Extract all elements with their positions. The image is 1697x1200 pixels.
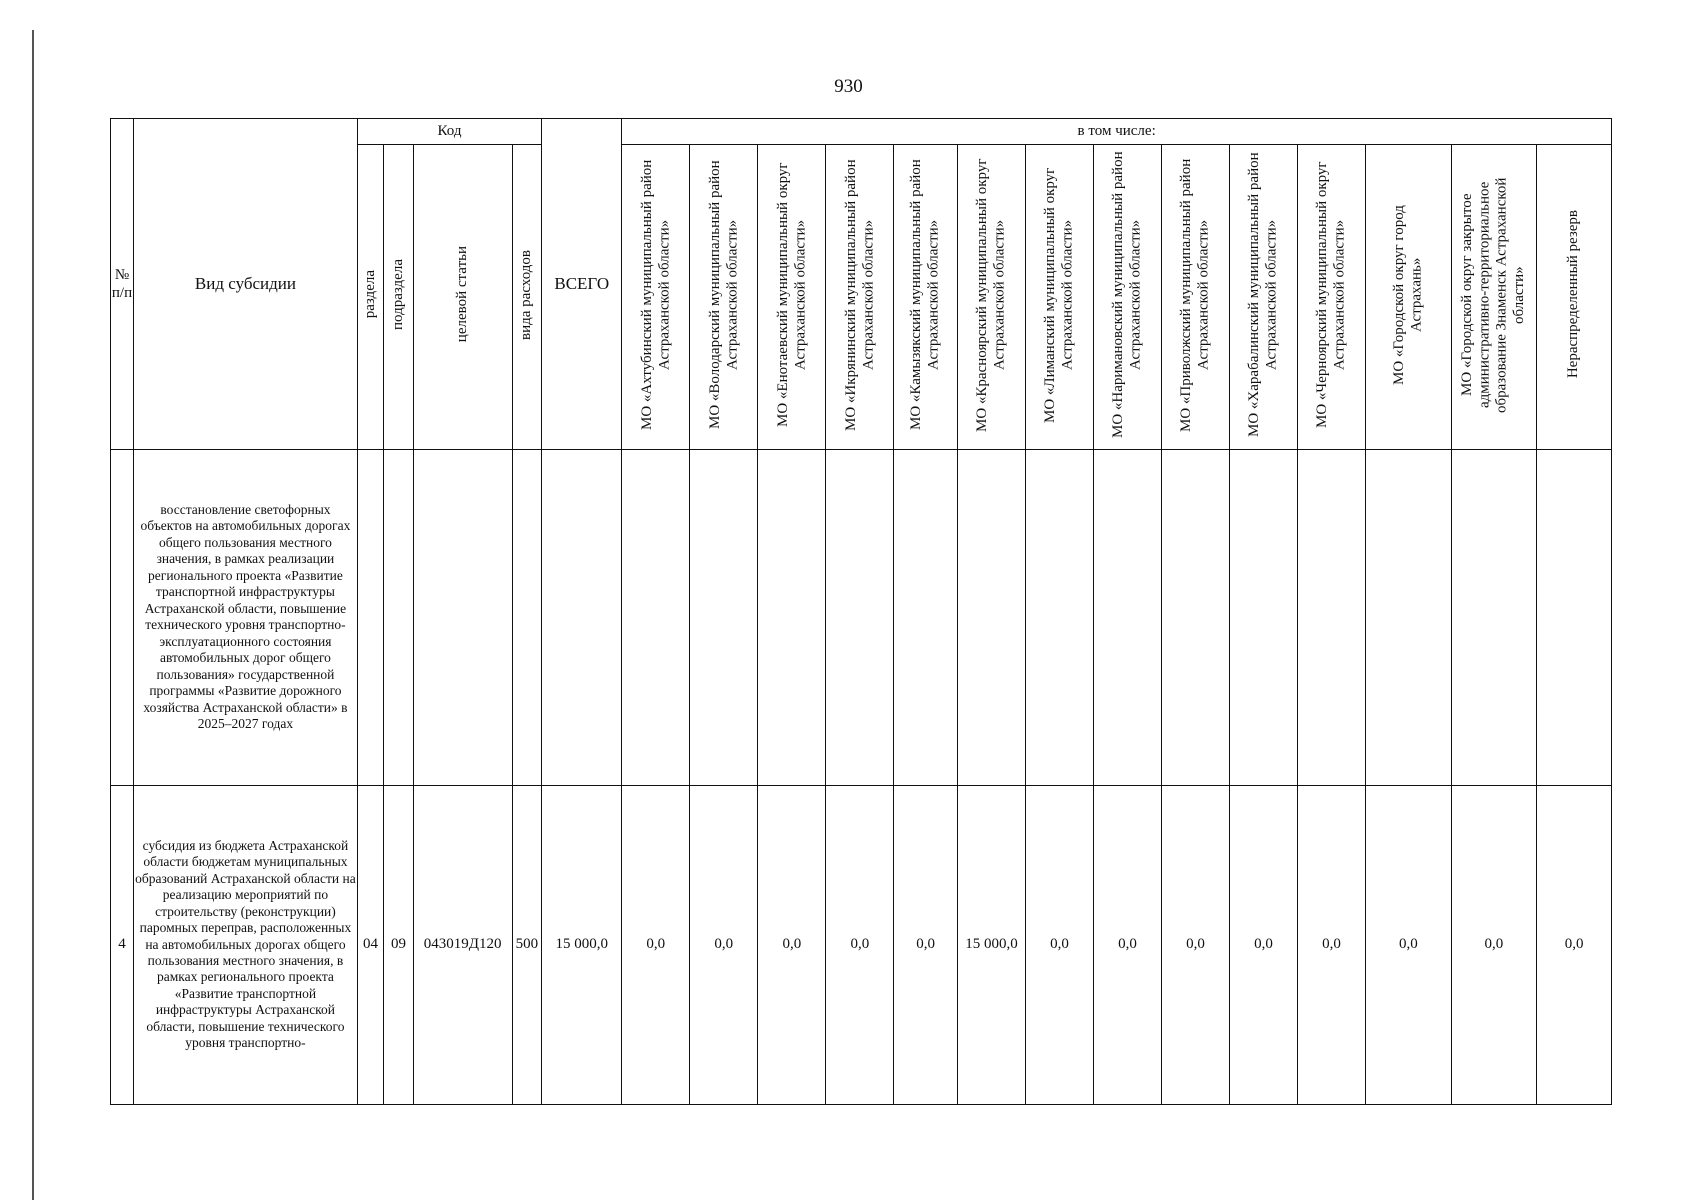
header-code-target — [413, 145, 512, 450]
row-value — [1298, 450, 1366, 786]
header-reserve — [1537, 145, 1612, 450]
row-description: восстановление светофорных объектов на автомобильных дорогах общего пользования местного значения, в рамках реализации регионального проекта «Развитие транспортной инфраструктуры Астраханской области, повышение технического уровня транспортно-эксплуатационного состояния автомобильных дорог общего пользования» государственной программы «Развитие дорожного хозяйства Астраханской области» в 2025–2027 годах — [134, 450, 358, 786]
header-mo-narimanovsky — [1094, 145, 1162, 450]
row-total: 15 000,0 — [542, 785, 622, 1104]
header-mo-chernoyarsky — [1298, 145, 1366, 450]
header-code-target-label: целевой статьи — [454, 246, 471, 343]
header-mo-kamyzyaksky — [894, 145, 958, 450]
header-mo-krasnoyarsky — [957, 145, 1025, 450]
row-value: 0,0 — [1298, 785, 1366, 1104]
row-num — [111, 450, 134, 786]
row-value: 0,0 — [1451, 785, 1537, 1104]
row-total — [542, 450, 622, 786]
row-value — [1366, 450, 1452, 786]
header-mo-label: МО «Харабалинский муниципальный район Астраханской области» — [1246, 152, 1280, 437]
header-mo-volodarsky — [690, 145, 758, 450]
row-value — [894, 450, 958, 786]
scan-margin-line — [32, 30, 34, 1200]
row-value — [1025, 450, 1093, 786]
header-mo-label: МО «Красноярский муниципальный округ Астраханской области» — [974, 157, 1008, 432]
header-mo-astrakhan — [1366, 145, 1452, 450]
header-code-expense — [512, 145, 542, 450]
row-value — [1537, 450, 1612, 786]
row-value: 0,0 — [1162, 785, 1230, 1104]
header-mo-limansky — [1025, 145, 1093, 450]
row-subsection — [384, 450, 414, 786]
header-code-section-label: раздела — [361, 270, 378, 319]
row-value: 0,0 — [1366, 785, 1452, 1104]
row-value — [1451, 450, 1537, 786]
header-num: № п/п — [111, 119, 134, 450]
row-subsection: 09 — [384, 785, 414, 1104]
row-value: 0,0 — [1537, 785, 1612, 1104]
header-mo-label: МО «Черноярский муниципальный округ Астраханской области» — [1314, 161, 1348, 428]
header-row-top — [111, 119, 1612, 145]
row-value — [622, 450, 690, 786]
header-mo-label: МО «Приволжский муниципальный район Астраханской области» — [1178, 157, 1212, 432]
table-row — [111, 785, 1612, 1104]
row-value — [690, 450, 758, 786]
row-value — [1094, 450, 1162, 786]
row-value — [758, 450, 826, 786]
header-code-section — [357, 145, 383, 450]
row-value — [826, 450, 894, 786]
subsidy-table — [110, 118, 1612, 1105]
row-value: 0,0 — [826, 785, 894, 1104]
header-mo-label: МО «Городской округ закрытое административно-территориальное образование Знаменск Астраханской области» — [1459, 176, 1528, 413]
header-code-group: Код — [357, 119, 541, 145]
header-mo-label: МО «Икрянинский муниципальный район Астраханской области» — [842, 158, 876, 431]
row-value: 0,0 — [758, 785, 826, 1104]
row-target: 043019Д120 — [413, 785, 512, 1104]
row-num: 4 — [111, 785, 134, 1104]
header-code-subsection — [384, 145, 414, 450]
row-value: 15 000,0 — [957, 785, 1025, 1104]
header-mo-label: МО «Городской округ город Астрахань» — [1391, 204, 1425, 385]
row-value — [1162, 450, 1230, 786]
row-section — [357, 450, 383, 786]
header-reserve-label: Нераспределенный резерв — [1565, 210, 1582, 379]
header-code-expense-label: вида расходов — [518, 249, 535, 340]
page-number: 930 — [834, 76, 863, 97]
header-mo-kharabalinsky — [1230, 145, 1298, 450]
header-mo-ikryaninsky — [826, 145, 894, 450]
row-value — [1230, 450, 1298, 786]
row-expense — [512, 450, 542, 786]
header-mo-akhtubinsky — [622, 145, 690, 450]
row-target — [413, 450, 512, 786]
header-including: в том числе: — [622, 119, 1612, 145]
header-code-subsection-label: подраздела — [389, 259, 406, 330]
header-mo-label: МО «Наримановский муниципальный район Астраханской области» — [1110, 151, 1144, 438]
row-value — [957, 450, 1025, 786]
row-value: 0,0 — [1230, 785, 1298, 1104]
header-mo-privolzhsky — [1162, 145, 1230, 450]
header-mo-znamensk — [1451, 145, 1537, 450]
row-expense: 500 — [512, 785, 542, 1104]
header-mo-label: МО «Ахтубинский муниципальный район Астраханской области» — [638, 159, 672, 430]
header-mo-label: МО «Енотаевский муниципальный округ Астраханской области» — [774, 162, 808, 427]
row-section: 04 — [357, 785, 383, 1104]
header-mo-label: МО «Камызякский муниципальный район Астраханской области» — [908, 159, 942, 430]
header-total: ВСЕГО — [542, 119, 622, 450]
header-mo-enotaevsky — [758, 145, 826, 450]
row-value: 0,0 — [1025, 785, 1093, 1104]
header-subsidy-type: Вид субсидии — [134, 119, 358, 450]
header-mo-label: МО «Лиманский муниципальный округ Астраханской области» — [1042, 166, 1076, 423]
row-description: субсидия из бюджета Астраханской области бюджетам муниципальных образований Астраханской области на реализацию мероприятий по строительству (реконструкции) паромных переправ, расположенных на автомобильных дорогах общего пользования местного значения, в рамках регионального проекта «Развитие транспортной инфраструктуры Астраханской области, повышение технического уровня транспортно- — [134, 785, 358, 1104]
header-mo-label: МО «Володарский муниципальный район Астраханской области» — [706, 160, 740, 429]
row-value: 0,0 — [1094, 785, 1162, 1104]
row-value: 0,0 — [894, 785, 958, 1104]
table-row — [111, 450, 1612, 786]
row-value: 0,0 — [690, 785, 758, 1104]
row-value: 0,0 — [622, 785, 690, 1104]
